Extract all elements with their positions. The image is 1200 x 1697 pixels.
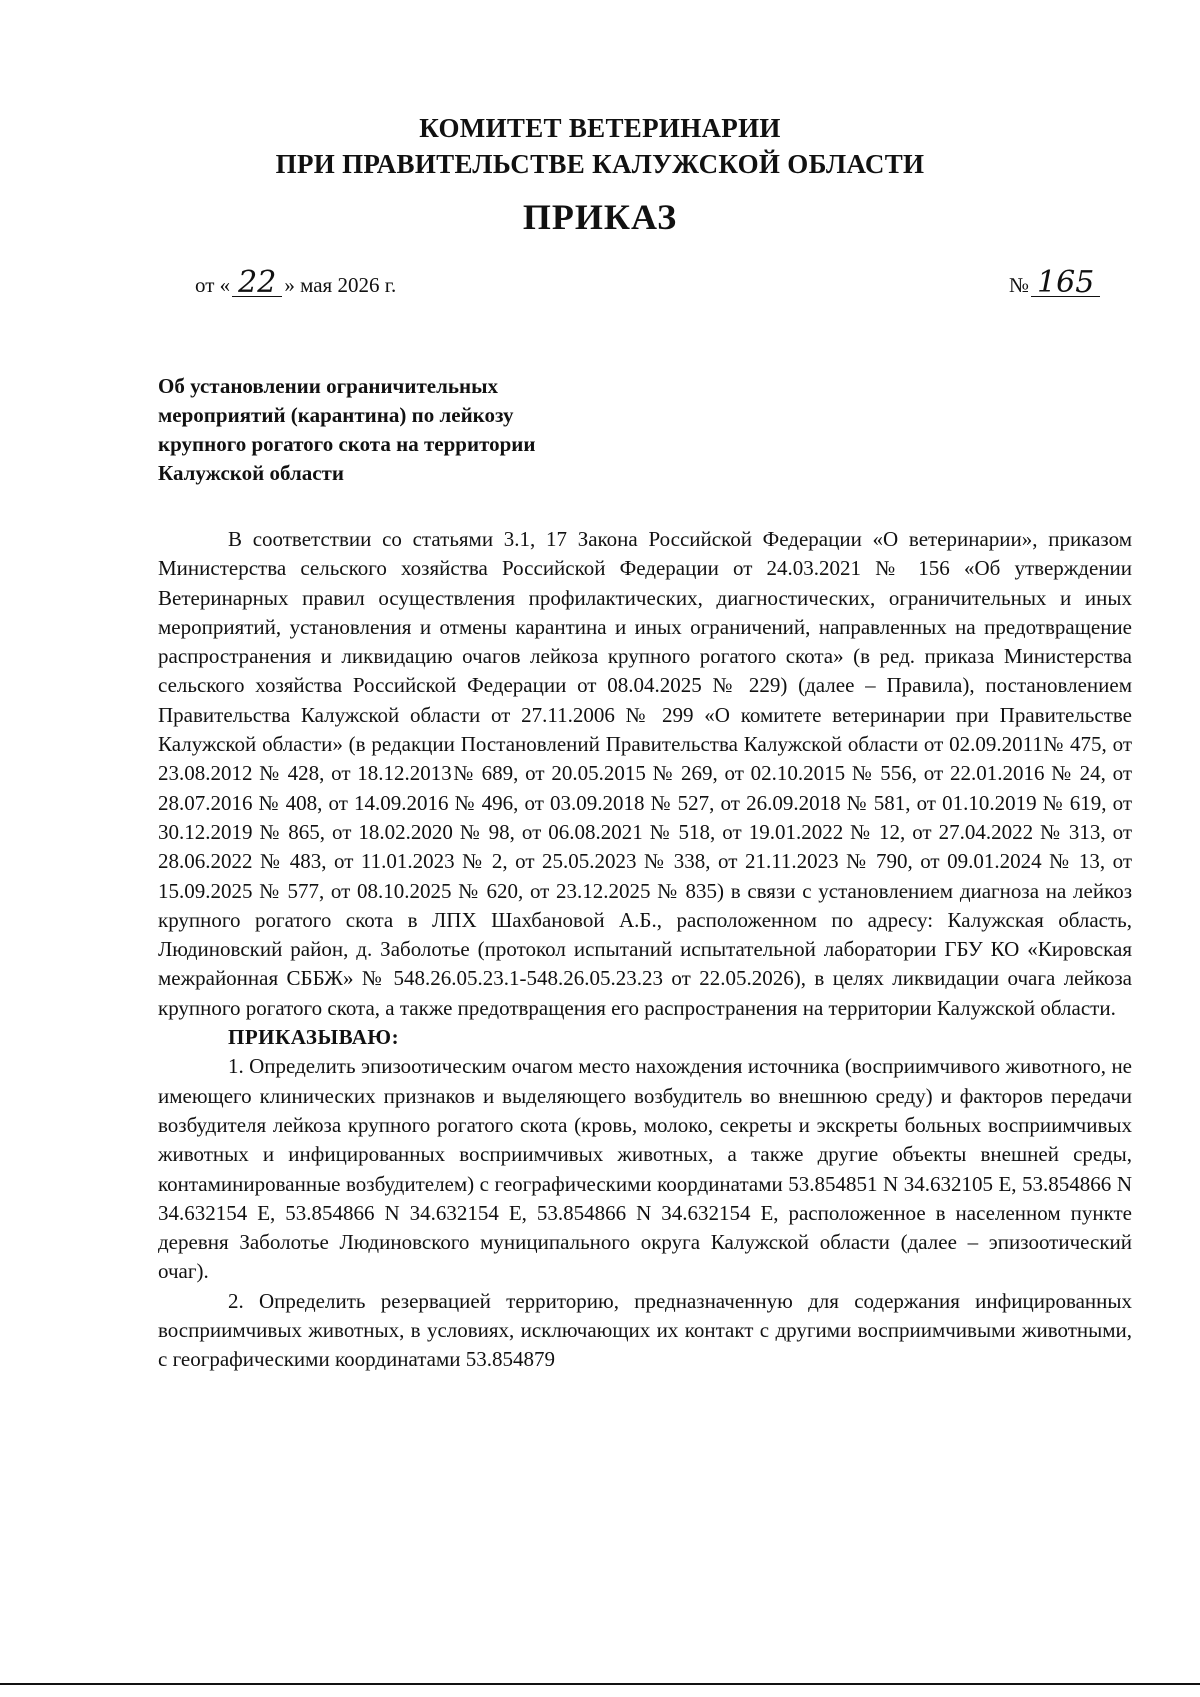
order-date xyxy=(195,265,397,300)
organization-name-line-2: ПРИ ПРАВИТЕЛЬСТВЕ КАЛУЖСКОЙ ОБЛАСТИ xyxy=(275,149,925,179)
subject-line: Калужской области xyxy=(158,461,344,485)
order-directive: ПРИКАЗЫВАЮ: xyxy=(228,1025,400,1050)
page-bottom-rule xyxy=(0,1683,1200,1685)
order-body xyxy=(158,525,1132,1375)
number-label: № xyxy=(1009,273,1030,297)
document-header xyxy=(0,110,1200,182)
order-subject xyxy=(158,372,638,488)
date-suffix: » мая 2026 г. xyxy=(284,273,397,297)
organization-name-line-1: КОМИТЕТ ВЕТЕРИНАРИИ xyxy=(419,113,781,143)
date-prefix: от « xyxy=(195,273,231,297)
document-title: ПРИКАЗ xyxy=(522,197,678,237)
subject-line: крупного рогатого скота на территории xyxy=(158,432,536,456)
subject-line: Об установлении ограничительных xyxy=(158,374,498,398)
preamble-paragraph: В соответствии со статьями 3.1, 17 Закона Российской Федерации «О ветеринарии», приказом Министерства сельского хозяйства Российской Федерации от 24.03.2021 № 156 «Об утверждении Ветеринарных правил осуществления профилактических, диагностических, ограничительных и иных мероприятий, установления и отмены карантина и иных ограничений, направленных на предотвращение распространения и ликвидацию очагов лейкоза крупного рогатого скота» (в ред. приказа Министерства сельского хозяйства Российской Федерации от 08.04.2025 № 229) (далее – Правила), постановлением Правительства Калужской области от 27.11.2006 № 299 «О комитете ветеринарии при Правительстве Калужской области» (в редакции Постановлений Правительства Калужской области от 02.09.2011№ 475, от 23.08.2012 № 428, от 18.12.2013№ 689, от 20.05.2015 № 269, от 02.10.2015 № 556, от 22.01.2016 № 24, от 28.07.2016 № 408, от 14.09.2016 № 496, от 03.09.2018 № 527, от 26.09.2018 № 581, от 01.10.2019 № 619, от 30.12.2019 № 865, от 18.02.2020 № 98, от 06.08.2021 № 518, от 19.01.2022 № 12, от 27.04.2022 № 313, от 28.06.2022 № 483, от 11.01.2023 № 2, от 25.05.2023 № 338, от 21.11.2023 № 790, от 09.01.2024 № 13, от 15.09.2025 № 577, от 08.10.2025 № 620, от 23.12.2025 № 835) в связи с установлением диагноза на лейкоз крупного рогатого скота в ЛПХ Шахбановой А.Б., расположенном по адресу: Калужская область, Людиновский район, д. Заболотье (протокол испытаний испытательной лаборатории ГБУ КО «Кировская межрайонная СББЖ» № 548.26.05.23.1-548.26.05.23.23 от 22.05.2026), в целях ликвидации очага лейкоза крупного рогатого скота, а также предотвращения его распространения на территории Калужской области. xyxy=(158,527,1132,1020)
handwritten-number: 165 xyxy=(1031,270,1100,297)
order-item-1: 1. Определить эпизоотическим очагом место нахождения источника (восприимчивого животного, не имеющего клинических признаков и выделяющего возбудитель во внешнюю среду) и факторов передачи возбудителя лейкоза крупного рогатого скота (кровь, молоко, секреты и экскреты больных восприимчивых животных и инфицированных восприимчивых животных, а также другие объекты внешней среды, контаминированные возбудителем) с географическими координатами 53.854851 N 34.632105 E, 53.854866 N 34.632154 E, 53.854866 N 34.632154 E, 53.854866 N 34.632154 E, расположенное в населенном пункте деревня Заболотье Людиновского муниципального округа Калужской области (далее – эпизоотический очаг). xyxy=(158,1054,1132,1284)
order-number xyxy=(1009,265,1102,300)
subject-line: мероприятий (карантина) по лейкозу xyxy=(158,403,514,427)
handwritten-day: 22 xyxy=(232,270,282,297)
order-item-2: 2. Определить резервацией территорию, предназначенную для содержания инфицированных восприимчивых животных, в условиях, исключающих их контакт с другими восприимчивыми животными, с географическими координатами 53.854879 xyxy=(158,1288,1132,1372)
